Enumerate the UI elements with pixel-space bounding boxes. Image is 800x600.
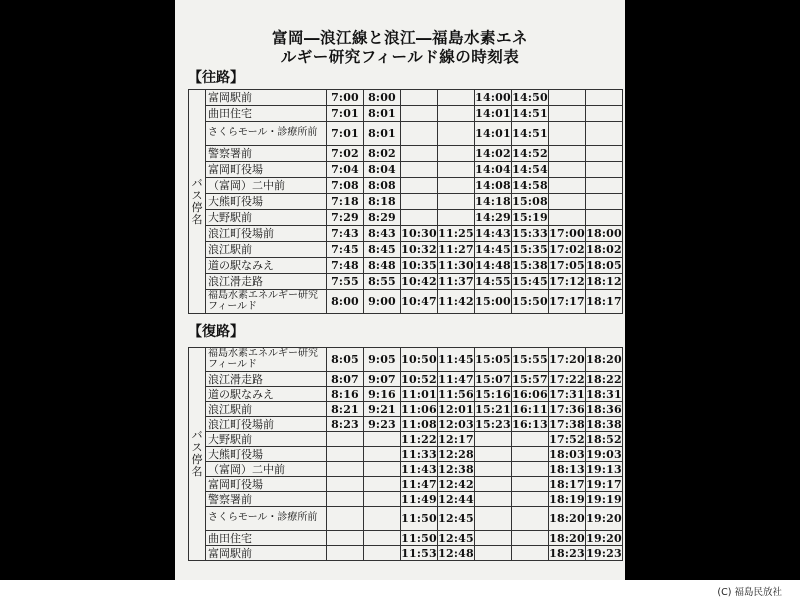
departure-time [549,194,586,210]
departure-time [475,477,512,492]
departure-time: 14:29 [475,211,511,224]
departure-time: 14:48 [475,259,511,272]
departure-time: 10:47 [401,290,438,314]
departure-time [512,462,549,477]
stop-name: 富岡町役場 [206,162,327,178]
departure-time: 11:37 [438,275,474,288]
departure-time: 8:21 [327,402,364,417]
departure-time [401,162,438,178]
departure-time: 8:01 [364,106,401,122]
departure-time: 14:04 [475,163,511,176]
departure-time: 7:48 [327,258,364,274]
departure-time: 19:03 [586,447,622,461]
title-line-1: 富岡―浪江線と浪江―福島水素エネ [271,29,528,47]
departure-time: 11:25 [438,227,474,240]
stop-name: 曲田住宅 [206,531,327,546]
departure-time [327,462,364,477]
table-row [189,178,623,194]
departure-time: 15:50 [512,290,549,314]
departure-time: 19:23 [586,546,622,560]
departure-time: 12:48 [438,546,474,560]
departure-time: 14:52 [512,147,548,160]
departure-time: 14:55 [475,275,511,288]
table-row [189,492,623,507]
departure-time: 11:33 [401,447,437,461]
table-row [189,106,623,122]
departure-time: 8:02 [364,146,401,162]
stop-name: 富岡町役場 [206,477,327,492]
return-timetable [188,347,623,561]
departure-time: 7:01 [327,122,364,146]
departure-time [512,447,549,462]
stop-name: 富岡駅前 [206,90,327,106]
departure-time: 18:22 [586,372,622,386]
departure-time: 10:42 [401,275,437,288]
departure-time [401,106,438,122]
departure-time: 8:01 [364,122,401,146]
departure-time: 8:43 [364,226,401,242]
departure-time: 11:27 [438,243,474,256]
departure-time: 18:17 [549,477,585,491]
departure-time: 8:18 [364,194,401,210]
departure-time: 14:18 [475,195,511,208]
departure-time: 18:36 [586,402,622,416]
departure-time: 18:00 [586,227,622,240]
departure-time: 8:07 [327,372,364,387]
return-rows [189,348,623,561]
departure-time: 12:42 [438,477,474,491]
departure-time [401,146,438,162]
departure-time: 8:29 [364,210,401,226]
table-row [189,432,623,447]
stop-name: さくらモール・診療所前 [206,122,327,146]
departure-time: 14:54 [512,163,548,176]
departure-time: 8:08 [364,178,401,194]
departure-time: 14:01 [475,107,511,120]
departure-time: 14:51 [512,107,548,120]
departure-time [364,546,401,561]
departure-time: 9:23 [364,417,401,432]
departure-time [549,210,586,226]
departure-time [401,210,438,226]
stop-name: 曲田住宅 [206,106,327,122]
departure-time [475,462,512,477]
departure-time [512,432,549,447]
departure-time [438,178,475,194]
departure-time [549,122,586,146]
departure-time [364,447,401,462]
outbound-timetable [188,89,623,314]
departure-time [327,477,364,492]
departure-time: 10:32 [401,243,437,256]
departure-time: 12:45 [438,531,474,545]
departure-time: 18:17 [586,290,623,314]
departure-time: 11:45 [438,348,475,372]
table-row [189,90,623,106]
departure-time: 10:50 [401,348,438,372]
departure-time [475,507,512,531]
departure-time: 9:00 [364,290,401,314]
stop-name: 浪江滑走路 [206,274,327,290]
departure-time: 7:04 [327,162,364,178]
departure-time: 17:12 [549,275,585,288]
departure-time [475,492,512,507]
departure-time [586,106,623,122]
departure-time: 15:19 [512,211,548,224]
departure-time: 8:48 [364,258,401,274]
departure-time: 8:04 [364,162,401,178]
departure-time [438,162,475,178]
stop-name: 富岡駅前 [206,546,327,561]
departure-time: 8:05 [327,348,364,372]
departure-time: 8:16 [327,387,364,402]
departure-time: 14:58 [512,179,548,192]
departure-time: 15:16 [475,387,511,401]
table-row [189,417,623,432]
departure-time [438,194,475,210]
departure-time: 18:12 [586,275,622,288]
departure-time [438,90,475,106]
departure-time [327,531,364,546]
departure-time [586,210,623,226]
table-row [189,122,623,146]
departure-time [401,122,438,146]
table-row [189,210,623,226]
departure-time [364,462,401,477]
departure-time: 11:53 [401,546,437,560]
stop-name: 大熊町役場 [206,447,327,462]
departure-time: 11:06 [401,402,437,416]
stop-name: 福島水素エネルギー研究フィールド [206,348,327,372]
departure-time: 18:31 [586,387,622,401]
stop-name: 浪江駅前 [206,242,327,258]
departure-time: 14:01 [475,122,512,146]
departure-time: 9:07 [364,372,401,387]
departure-time [364,531,401,546]
departure-time [364,432,401,447]
stop-name: 浪江町役場前 [206,226,327,242]
departure-time: 19:19 [586,492,622,506]
departure-time: 11:30 [438,259,474,272]
departure-time: 8:00 [327,290,364,314]
stop-name: 警察署前 [206,492,327,507]
departure-time: 11:08 [401,417,437,431]
departure-time: 11:56 [438,387,474,401]
departure-time: 15:57 [512,372,548,386]
departure-time: 15:07 [475,372,511,386]
departure-time: 12:44 [438,492,474,506]
departure-time [586,194,623,210]
departure-time [475,447,512,462]
departure-time: 11:49 [401,492,437,506]
departure-time [549,106,586,122]
return-heading: 【復路】 [188,324,244,340]
table-row [189,146,623,162]
departure-time [327,492,364,507]
stop-name: 福島水素エネルギー研究フィールド [206,290,327,314]
departure-time: 9:05 [364,348,401,372]
stop-name: 浪江滑走路 [206,372,327,387]
departure-time [512,477,549,492]
departure-time: 8:00 [364,90,401,106]
departure-time: 18:20 [549,507,586,531]
departure-time: 9:16 [364,387,401,402]
departure-time [438,106,475,122]
departure-time [401,90,438,106]
departure-time: 17:02 [549,243,585,256]
departure-time: 12:38 [438,462,474,476]
departure-time: 12:17 [438,432,474,446]
stop-name: （富岡）二中前 [206,462,327,477]
departure-time: 14:00 [475,91,511,104]
departure-time: 14:50 [512,91,548,104]
table-row [189,162,623,178]
timetable-document [175,0,625,580]
departure-time: 15:23 [475,417,511,431]
departure-time: 15:05 [475,348,512,372]
departure-time: 7:45 [327,242,364,258]
departure-time [586,146,623,162]
stop-name: 浪江町役場前 [206,417,327,432]
departure-time: 17:31 [549,387,585,401]
departure-time: 19:20 [586,507,623,531]
departure-time: 18:52 [586,432,622,446]
stop-name: 大熊町役場 [206,194,327,210]
table-row [189,447,623,462]
departure-time: 15:21 [475,402,511,416]
departure-time: 12:28 [438,447,474,461]
departure-time: 18:19 [549,492,585,506]
departure-time: 11:42 [438,290,475,314]
departure-time: 9:21 [364,402,401,417]
departure-time: 15:08 [512,195,548,208]
copyright-credit: (C) 福島民放社 [717,587,782,598]
departure-time: 15:38 [512,259,548,272]
departure-time: 19:13 [586,462,622,476]
departure-time [327,507,364,531]
departure-time: 17:36 [549,402,585,416]
departure-time: 18:20 [586,348,623,372]
departure-time [586,162,623,178]
departure-time [549,178,586,194]
departure-time: 17:00 [549,227,585,240]
departure-time: 18:23 [549,546,585,560]
table-row [189,226,623,242]
table-row [189,402,623,417]
departure-time [438,146,475,162]
departure-time: 7:01 [327,106,364,122]
departure-time: 14:45 [475,243,511,256]
departure-time: 7:18 [327,194,364,210]
departure-time [438,210,475,226]
stop-name: 大野駅前 [206,210,327,226]
departure-time: 11:01 [401,387,437,401]
departure-time: 14:02 [475,147,511,160]
departure-time [512,507,549,531]
departure-time: 17:20 [549,348,586,372]
departure-time [364,507,401,531]
departure-time: 19:20 [586,531,622,545]
departure-time: 15:33 [512,227,548,240]
departure-time: 14:51 [512,122,549,146]
departure-time: 18:13 [549,462,585,476]
departure-time: 19:17 [586,477,622,491]
departure-time [512,531,549,546]
departure-time: 18:02 [586,243,622,256]
table-row [189,194,623,210]
departure-time [438,122,475,146]
departure-time: 15:00 [475,290,512,314]
departure-time [586,90,623,106]
stop-name: 浪江駅前 [206,402,327,417]
table-row [189,274,623,290]
departure-time: 14:43 [475,227,511,240]
left-black-bar [0,0,175,580]
departure-time: 18:38 [586,417,622,431]
departure-time [364,477,401,492]
departure-time [401,178,438,194]
table-row [189,546,623,561]
table-row [189,387,623,402]
departure-time [549,162,586,178]
departure-time: 15:35 [512,243,548,256]
departure-time: 17:52 [549,432,585,446]
departure-time: 18:20 [549,531,585,545]
departure-time: 17:22 [549,372,585,386]
table-row [189,507,623,531]
departure-time [364,492,401,507]
departure-time: 11:47 [401,477,437,491]
departure-time [475,531,512,546]
departure-time: 16:13 [512,417,548,431]
departure-time: 7:43 [327,226,364,242]
stop-name: （富岡）二中前 [206,178,327,194]
departure-time: 17:17 [549,290,586,314]
departure-time: 7:00 [327,90,364,106]
table-row [189,462,623,477]
departure-time: 10:35 [401,259,437,272]
outbound-heading: 【往路】 [188,70,244,86]
stop-name: 道の駅なみえ [206,258,327,274]
departure-time [401,194,438,210]
departure-time [327,447,364,462]
title-line-2: ルギー研究フィールド線の時刻表 [280,48,520,66]
departure-time: 8:55 [364,274,401,290]
table-row [189,258,623,274]
departure-time: 17:05 [549,259,585,272]
departure-time: 15:55 [512,348,549,372]
stop-name: 道の駅なみえ [206,387,327,402]
departure-time: 11:47 [438,372,474,386]
bus-stop-side-label: バス停名 [189,90,206,314]
departure-time: 11:50 [401,531,437,545]
departure-time [586,122,623,146]
departure-time: 17:38 [549,417,585,431]
departure-time: 18:05 [586,259,622,272]
departure-time: 14:08 [475,179,511,192]
departure-time [512,492,549,507]
table-row [189,348,623,372]
departure-time: 8:23 [327,417,364,432]
departure-time: 10:52 [401,372,437,386]
departure-time [549,90,586,106]
departure-time: 18:03 [549,447,585,461]
departure-time [512,546,549,561]
stop-name: 大野駅前 [206,432,327,447]
departure-time: 16:11 [512,402,548,416]
table-row [189,242,623,258]
departure-time [549,146,586,162]
departure-time: 7:08 [327,178,364,194]
departure-time: 12:01 [438,402,474,416]
stop-name: さくらモール・診療所前 [206,507,327,531]
departure-time: 11:50 [401,507,438,531]
departure-time: 12:03 [438,417,474,431]
departure-time: 12:45 [438,507,475,531]
departure-time: 15:45 [512,275,548,288]
table-row [189,531,623,546]
departure-time: 8:45 [364,242,401,258]
outbound-rows [189,90,623,314]
departure-time: 16:06 [512,387,548,401]
table-row [189,290,623,314]
departure-time [475,546,512,561]
departure-time [327,546,364,561]
table-row [189,477,623,492]
bus-stop-side-label: バス停名 [189,348,206,561]
departure-time: 11:43 [401,462,437,476]
table-row [189,372,623,387]
departure-time: 7:29 [327,210,364,226]
departure-time: 7:02 [327,146,364,162]
departure-time: 7:55 [327,274,364,290]
stop-name: 警察署前 [206,146,327,162]
right-black-bar [625,0,800,580]
departure-time: 11:22 [401,432,437,446]
departure-time [327,432,364,447]
departure-time [586,178,623,194]
departure-time [475,432,512,447]
departure-time: 10:30 [401,227,437,240]
